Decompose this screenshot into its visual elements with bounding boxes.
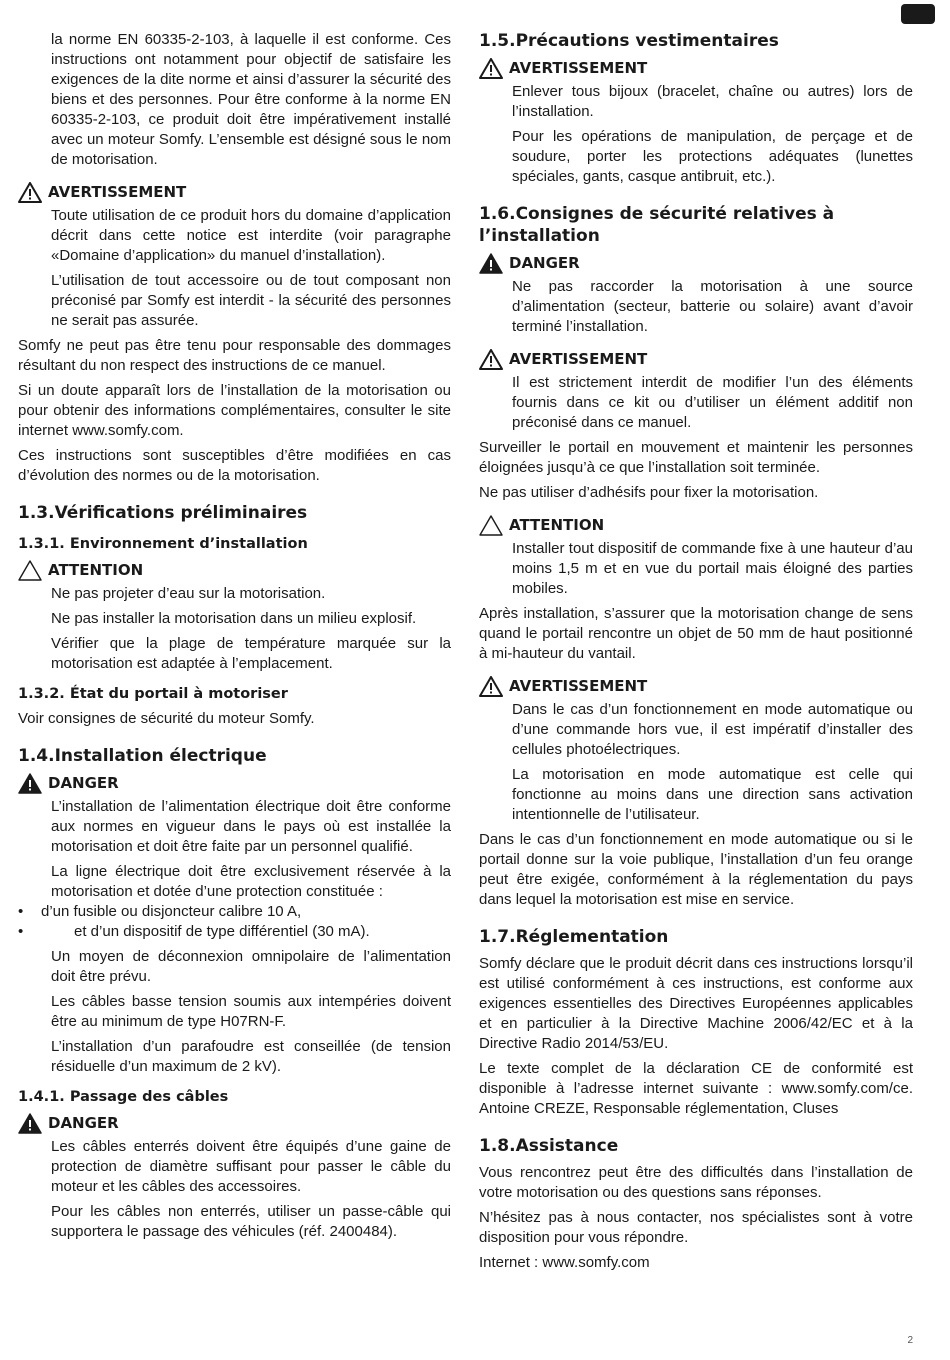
warning-label: AVERTISSEMENT	[509, 350, 648, 368]
warning-text: La motorisation en mode automatique est celle qui fonctionne au moins dans une direction sans activation intentionnelle de l’utilisateur.	[512, 766, 913, 823]
right-column	[479, 30, 913, 1278]
danger-header	[18, 773, 451, 793]
attention-header	[18, 560, 451, 580]
body-paragraph: Ces instructions sont susceptibles d’être modifiées en cas d’évolution des normes ou de la motorisation.	[18, 447, 451, 484]
attention-text: Vérifier que la plage de température marquée sur la motorisation est adaptée à l’emplacement.	[51, 635, 451, 672]
warning-header	[18, 182, 451, 202]
section-heading: 1.4.Installation électrique	[18, 746, 267, 766]
attention-label: ATTENTION	[509, 516, 605, 534]
page-tab-marker	[901, 4, 935, 24]
body-paragraph: Somfy déclare que le produit décrit dans ces instructions lorsqu’il est utilisé conformément à ces instructions, est conforme aux exigences essentielles des Directives Européennes applicables et en particulier à la Directive Machine 2006/42/EC et à la Directive Radio 2014/53/EU.	[479, 955, 913, 1052]
subsection-heading: 1.4.1. Passage des câbles	[18, 1089, 229, 1105]
danger-triangle-icon	[18, 1113, 42, 1134]
danger-text: L’installation d’un parafoudre est conseillée (de tension résiduelle d’un maximum de 2 kV).	[51, 1038, 451, 1075]
body-paragraph: Vous rencontrez peut être des difficultés dans l’installation de votre motorisation ou des questions sans réponses.	[479, 1164, 913, 1201]
bullet-list	[18, 902, 451, 942]
danger-header	[479, 253, 913, 273]
body-paragraph: Internet : www.somfy.com	[479, 1254, 650, 1271]
warning-header	[479, 58, 913, 78]
danger-text: Les câbles enterrés doivent être équipés d’une gaine de protection de diamètre suffisant pour passer le câble du moteur et les câbles des accessoires.	[51, 1138, 451, 1195]
section-heading: 1.6.Consignes de sécurité relatives à l’installation	[479, 204, 835, 246]
danger-text: La ligne électrique doit être exclusivement réservée à la motorisation et dotée d’une protection constituée :	[51, 863, 451, 900]
subsection-heading: 1.3.2. État du portail à motoriser	[18, 686, 288, 702]
warning-text: Toute utilisation de ce produit hors du domaine d’application décrit dans cette notice est interdite (voir paragraphe «Domaine d’application» du manuel d’installation).	[51, 207, 451, 264]
body-paragraph: Surveiller le portail en mouvement et maintenir les personnes éloignées jusqu’à ce que l’installation soit terminée.	[479, 439, 913, 476]
warning-text: Pour les opérations de manipulation, de perçage et de soudure, porter les protections adéquates (lunettes spéciales, gants, casque antibruit, etc.).	[512, 128, 913, 185]
body-paragraph: Après installation, s’assurer que la motorisation change de sens quand le portail rencontre un objet de 50 mm de haut positionné à mi-hauteur du vantail.	[479, 605, 913, 662]
attention-text: Installer tout dispositif de commande fixe à une hauteur d’au moins 1,5 m et en vue du portail mais éloigné des parties mobiles.	[512, 540, 913, 597]
attention-text: Ne pas projeter d’eau sur la motorisation.	[51, 585, 326, 602]
body-paragraph: Le texte complet de la déclaration CE de conformité est disponible à l’adresse internet suivante : www.somfy.com/ce. Antoine CREZE, Responsable réglementation, Cluses	[479, 1060, 913, 1117]
list-item: • et d’un dispositif de type différentiel (30 mA).	[18, 922, 451, 942]
warning-header	[479, 676, 913, 696]
warning-header	[479, 349, 913, 369]
danger-text: Pour les câbles non enterrés, utiliser un passe-câble qui supportera le passage des véhicules (réf. 2400484).	[51, 1203, 451, 1240]
warning-label: AVERTISSEMENT	[509, 59, 648, 77]
body-paragraph: Ne pas utiliser d’adhésifs pour fixer la motorisation.	[479, 484, 819, 501]
intro-paragraph: la norme EN 60335-2-103, à laquelle il est conforme. Ces instructions ont notamment pour objectif de satisfaire les exigences de la dite norme et ainsi d’assurer la sécurité des biens et des personnes. Pour être conforme à la norme EN 60335-2-103, ce produit doit être impérativement installé avec un moteur Somfy. L’ensemble est désigné sous le nom de motorisation.	[51, 31, 451, 168]
warning-text: L’utilisation de tout accessoire ou de tout composant non préconisé par Somfy est interdit - la sécurité des personnes ne serait pas assurée.	[51, 272, 451, 329]
warning-triangle-icon	[18, 182, 42, 203]
warning-triangle-icon	[479, 58, 503, 79]
warning-triangle-icon	[479, 349, 503, 370]
attention-label: ATTENTION	[48, 561, 144, 579]
danger-label: DANGER	[48, 1114, 119, 1132]
attention-text: Ne pas installer la motorisation dans un milieu explosif.	[51, 610, 417, 627]
danger-triangle-icon	[18, 773, 42, 794]
warning-text: Il est strictement interdit de modifier l’un des éléments fournis dans ce kit ou d’utiliser un élément additif non préconisé dans ce manuel.	[512, 374, 913, 431]
danger-label: DANGER	[48, 774, 119, 792]
warning-triangle-icon	[479, 676, 503, 697]
list-item: • d’un fusible ou disjoncteur calibre 10 A,	[18, 902, 451, 922]
body-paragraph: Voir consignes de sécurité du moteur Somfy.	[18, 710, 315, 727]
warning-text: Enlever tous bijoux (bracelet, chaîne ou autres) lors de l’installation.	[512, 83, 913, 120]
section-heading: 1.7.Réglementation	[479, 927, 669, 947]
danger-header	[18, 1113, 451, 1133]
body-paragraph: N’hésitez pas à nous contacter, nos spécialistes sont à votre disposition pour vous répondre.	[479, 1209, 913, 1246]
attention-header	[479, 515, 913, 535]
section-heading: 1.5.Précautions vestimentaires	[479, 31, 779, 51]
body-paragraph: Si un doute apparaît lors de l’installation de la motorisation ou pour obtenir des informations complémentaires, consulter le site internet www.somfy.com.	[18, 382, 451, 439]
section-heading: 1.8.Assistance	[479, 1136, 619, 1156]
left-column	[18, 30, 451, 1247]
attention-triangle-icon	[479, 515, 503, 536]
danger-text: Un moyen de déconnexion omnipolaire de l’alimentation doit être prévu.	[51, 948, 451, 985]
danger-label: DANGER	[509, 254, 580, 272]
danger-text: Ne pas raccorder la motorisation à une source d’alimentation (secteur, batterie ou solaire) avant d’avoir terminé l’installation.	[512, 278, 913, 335]
warning-text: Dans le cas d’un fonctionnement en mode automatique ou d’une commande hors vue, il est impératif d’installer des cellules photoélectriques.	[512, 701, 913, 758]
warning-label: AVERTISSEMENT	[48, 183, 187, 201]
subsection-heading: 1.3.1. Environnement d’installation	[18, 536, 308, 552]
body-paragraph: Somfy ne peut pas être tenu pour responsable des dommages résultant du non respect des instructions de ce manuel.	[18, 337, 451, 374]
attention-triangle-icon	[18, 560, 42, 581]
page-number: 2	[907, 1335, 913, 1346]
danger-text: Les câbles basse tension soumis aux intempéries doivent être au minimum de type H07RN-F.	[51, 993, 451, 1030]
body-paragraph: Dans le cas d’un fonctionnement en mode automatique ou si le portail donne sur la voie publique, l’installation d’un feu orange peut être exigée, conformément à la réglementation du pays dans lequel la motorisation est mise en service.	[479, 831, 913, 908]
warning-label: AVERTISSEMENT	[509, 677, 648, 695]
section-heading: 1.3.Vérifications préliminaires	[18, 503, 308, 523]
danger-triangle-icon	[479, 253, 503, 274]
danger-text: L’installation de l’alimentation électrique doit être conforme aux normes en vigueur dans le pays où est installée la motorisation et doit être faite par un personnel qualifié.	[51, 798, 451, 855]
